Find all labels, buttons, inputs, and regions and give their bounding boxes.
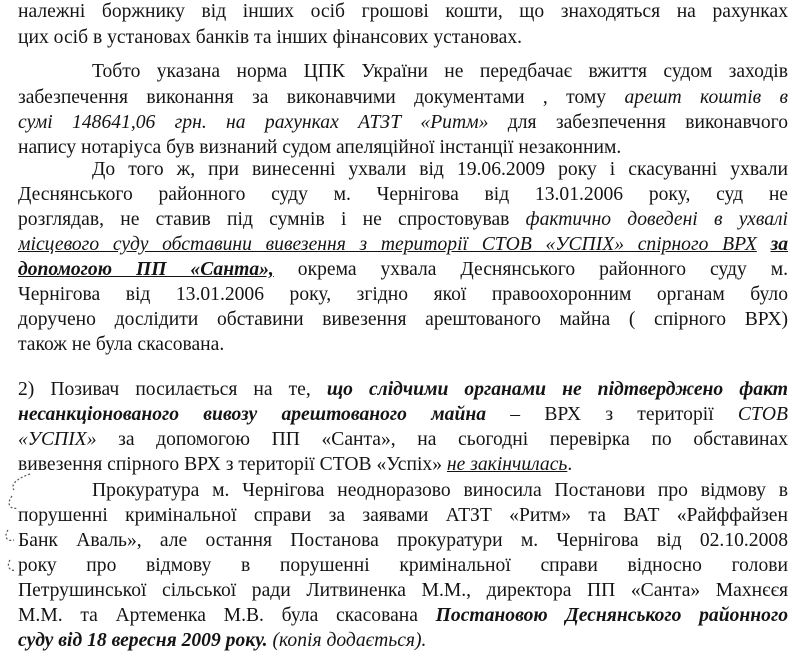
text-run: місцевого суду обставини вивезення з території СТОВ «УСПІХ» спірного ВРХ: [18, 234, 757, 255]
text-line: [18, 579, 788, 603]
text-run: забезпечення виконання за виконавчими документами , тому: [18, 87, 625, 108]
text-run: розглядав, не ставив під сумнів і не спростовував: [18, 209, 526, 230]
text-run: (копія додається).: [272, 630, 427, 651]
text-line: [18, 378, 788, 402]
text-run: окрема ухвала Деснянського районного суду м.: [273, 259, 788, 280]
text-run: за: [770, 234, 788, 255]
text-run: допомогою ПП «Санта»,: [18, 259, 274, 280]
text-run: за допомогою ПП «Санта», на сьогодні перевірка по обставинах: [96, 429, 788, 450]
text-line: [18, 453, 788, 477]
text-run: напису нотаріуса був визнаний судом апеляційної інстанції незаконним.: [18, 137, 622, 158]
text-run: Постановою Деснянського районного: [435, 605, 788, 626]
text-run: для забезпечення виконавчого: [488, 112, 788, 133]
text-line: [18, 258, 788, 282]
text-run: Прокуратура м. Чернігова неодноразово виносила Постанови про відмову в: [92, 480, 788, 501]
text-line: [18, 554, 788, 578]
text-line: [18, 529, 788, 553]
text-run: «УСПІХ»: [18, 429, 97, 450]
text-line: [18, 0, 788, 24]
text-run: .: [567, 454, 573, 475]
text-line: [18, 629, 788, 653]
text-line: [18, 333, 788, 357]
text-line: [18, 208, 788, 232]
text-run: доручено дослідити обставини вивезення арештованого майна ( спірного ВРХ): [18, 309, 788, 330]
text-line: [18, 308, 788, 332]
text-line: [92, 479, 788, 503]
text-line: [18, 428, 788, 452]
text-run: також не була скасована.: [18, 334, 225, 355]
text-run: СТОВ: [737, 404, 788, 425]
text-line: [92, 60, 788, 84]
text-run: М.М. та Артеменка М.В. була скасована: [18, 605, 436, 626]
text-line: [18, 136, 788, 160]
text-run: арешт коштів в: [624, 87, 788, 108]
text-run: суду від 18 вересня 2009 року.: [18, 630, 268, 651]
text-run: не закінчилась: [446, 454, 568, 475]
text-line: [18, 403, 788, 427]
text-run: Чернігова від 13.01.2006 року, згідно якої правоохоронним органам було: [18, 284, 788, 305]
text-line: [92, 158, 788, 182]
text-run: порушенні кримінальної справи за заявами АТЗТ «Ритм» та ВАТ «Райффайзен: [18, 505, 788, 526]
text-run: 2) Позивач посилається на те,: [18, 379, 327, 400]
text-run: До того ж, при винесенні ухвали від 19.06.2009 року і скасуванні ухвали: [92, 159, 788, 180]
text-run: року про відмову в порушенні кримінальної справи відносно голови: [18, 555, 788, 576]
text-run: вивезення спірного ВРХ з території СТОВ «Успіх»: [18, 454, 447, 475]
text-run: цих осіб в установах банків та інших фінансових установах.: [18, 27, 523, 48]
text-line: [18, 283, 788, 307]
text-run: несанкціонованого вивозу арештованого майна: [18, 404, 487, 425]
text-line: [18, 504, 788, 528]
pen-annotation-mark: [0, 470, 60, 580]
text-run: Банк Аваль», але остання Постанова прокуратури м. Чернігова від 02.10.2008: [18, 530, 788, 551]
text-line: [18, 26, 788, 50]
text-run: [757, 234, 771, 255]
text-run: фактично доведені в ухвалі: [525, 209, 788, 230]
text-run: Петрушинської сільської ради Литвиненка М.М., директора ПП «Санта» Махнєєя: [18, 580, 788, 601]
text-run: Деснянського районного суду м. Чернігова від 13.01.2006 року, суд не: [18, 184, 788, 205]
text-run: що слідчими органами не підтверджено факт: [326, 379, 788, 400]
text-line: [18, 183, 788, 207]
text-run: – ВРХ з території: [486, 404, 738, 425]
text-line: [18, 233, 788, 257]
text-run: Тобто указана норма ЦПК України не передбачає вжиття судом заходів: [92, 61, 788, 82]
text-line: [18, 111, 788, 135]
text-run: належні боржнику від інших осіб грошові кошти, що знаходяться на рахунках: [18, 1, 788, 22]
text-run: сумі 148641,06 грн. на рахунках АТЗТ «Ритм»: [18, 112, 489, 133]
text-line: [18, 86, 788, 110]
text-line: [18, 604, 788, 628]
